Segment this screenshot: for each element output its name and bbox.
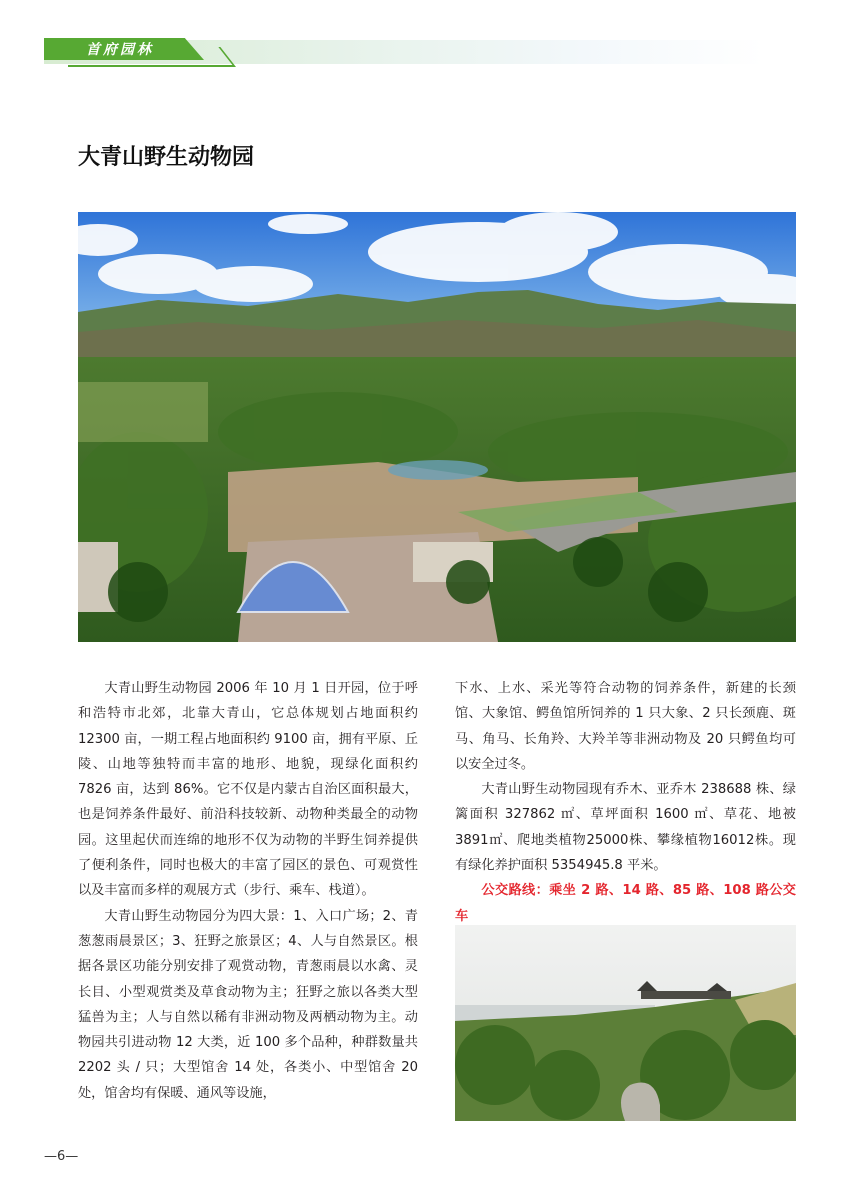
paragraph-continued: 下水、上水、采光等符合动物的饲养条件，新建的长颈馆、大象馆、鳄鱼馆所饲养的 1 只大象、2 只长颈鹿、斑马、角马、长角羚、大羚羊等非洲动物及 20 只鳄鱼均可以安全过冬。 [455,681,796,772]
paragraph-zones: 大青山野生动物园分为四大景：1、入口广场；2、青葱葱雨晨景区；3、狂野之旅景区；4、人与自然景区。根据各景区功能分别安排了观赏动物，青葱雨晨以水禽、灵长目、小型观赏类及草食动物为主；狂野之旅以各类大型猛兽为主；人与自然以稀有非洲动物及两栖动物为主。动物园共引进动物 12 大类，近 100 多个品种，种群数量共 2202 头 / 只；大型馆舍 14 处，各类小、中型馆舍 20 处，馆舍均有保暖、通风等设施， [78,908,418,1101]
page-number: —6— [44,1149,79,1164]
left-column [78,676,418,1106]
paragraph-greening: 大青山野生动物园现有乔木、亚乔木 238688 株、绿篱面积 327862 ㎡、草坪面积 1600 ㎡、草花、地被3891㎡、爬地类植物25000株、攀缘植物16012株。现有绿化养护面积 5354945.8 平米。 [455,782,796,874]
article-title: 大青山野生动物园 [78,145,255,170]
main-photo [78,212,796,642]
section-label: 首府园林 [86,42,154,58]
bus-route: 公交路线：乘坐 2 路、14 路、85 路、108 路公交车 [455,883,796,924]
secondary-photo [455,925,796,1121]
paragraph-intro: 大青山野生动物园 2006 年 10 月 1 日开园，位于呼和浩特市北郊，北靠大青山，它总体规划占地面积约 12300 亩，一期工程占地面积约 9100 亩，拥有平原、丘陵、山地等独特而丰富的地形、地貌，现绿化面积约 7826 亩，达到 86%。它不仅是内蒙古自治区面积最大，也是饲养条件最好、前沿科技较新、动物种类最全的动物园。这里起伏而连绵的地形不仅为动物的半野生饲养提供了便利条件，同时也极大的丰富了园区的景色、可观赏性以及丰富而多样的观展方式（步行、乘车、栈道）。 [78,681,418,899]
right-column [455,676,796,929]
